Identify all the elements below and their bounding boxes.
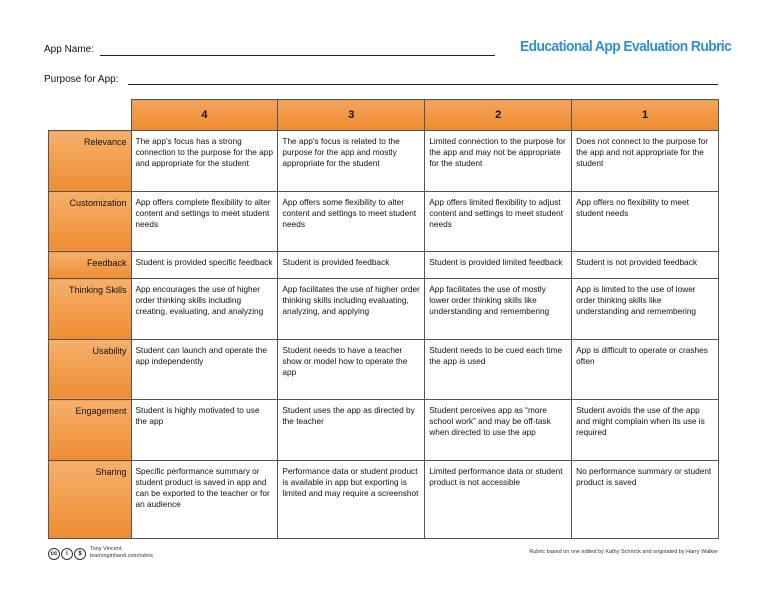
row-sharing	[49, 461, 719, 539]
row-customization	[49, 191, 719, 252]
cell-engagement-4: Student is highly motivated to use the app	[131, 400, 278, 461]
cell-sharing-4: Specific performance summary or student product is saved in app and can be exported to the teacher or for an audience	[131, 461, 278, 539]
cell-feedback-2: Student is provided limited feedback	[425, 252, 572, 279]
app-name-line[interactable]	[100, 55, 495, 56]
row-engagement	[49, 400, 719, 461]
category-customization: Customization	[49, 191, 132, 252]
cell-customization-2: App offers limited flexibility to adjust content and settings to meet student needs	[425, 191, 572, 252]
cell-sharing-1: No performance summary or student product is saved	[572, 461, 719, 539]
cc-icon: cc	[48, 548, 60, 560]
corner-cell	[49, 100, 132, 131]
score-4: 4	[131, 100, 278, 131]
purpose-line[interactable]	[128, 84, 718, 85]
purpose-label: Purpose for App:	[44, 74, 119, 85]
category-engagement: Engagement	[49, 400, 132, 461]
score-1: 1	[572, 100, 719, 131]
cell-feedback-1: Student is not provided feedback	[572, 252, 719, 279]
row-usability	[49, 339, 719, 400]
row-thinking-skills	[49, 279, 719, 340]
cc-license-badge	[48, 548, 86, 560]
category-sharing: Sharing	[49, 461, 132, 539]
category-relevance: Relevance	[49, 131, 132, 192]
category-thinking-skills: Thinking Skills	[49, 279, 132, 340]
cell-sharing-2: Limited performance data or student product is not accessible	[425, 461, 572, 539]
app-name-label: App Name:	[44, 44, 95, 55]
cell-feedback-3: Student is provided feedback	[278, 252, 425, 279]
score-2: 2	[425, 100, 572, 131]
author-name: Tony Vincent	[90, 546, 122, 552]
noncommercial-icon: $	[74, 548, 86, 560]
author-url[interactable]: learninginhand.com/rubric	[90, 553, 154, 559]
cell-thinking-skills-4: App encourages the use of higher order thinking skills including creating, evaluating, and analyzing	[131, 279, 278, 340]
row-relevance	[49, 131, 719, 192]
row-feedback	[49, 252, 719, 279]
score-header-row	[49, 100, 719, 131]
cell-customization-1: App offers no flexibility to meet student needs	[572, 191, 719, 252]
attribution-icon: i	[61, 548, 73, 560]
cell-relevance-3: The app's focus is related to the purpose for the app and mostly appropriate for the student	[278, 131, 425, 192]
rubric-table	[48, 99, 719, 539]
cell-thinking-skills-2: App facilitates the use of mostly lower order thinking skills like understanding and remembering	[425, 279, 572, 340]
cell-relevance-4: The app's focus has a strong connection to the purpose for the app and appropriate for the student	[131, 131, 278, 192]
cell-usability-4: Student can launch and operate the app independently	[131, 339, 278, 400]
category-usability: Usability	[49, 339, 132, 400]
footer-author-block	[90, 546, 153, 560]
cell-customization-4: App offers complete flexibility to alter content and settings to meet student needs	[131, 191, 278, 252]
cell-thinking-skills-1: App is limited to the use of lower order thinking skills like understanding and remembering	[572, 279, 719, 340]
score-3: 3	[278, 100, 425, 131]
cell-usability-1: App is difficult to operate or crashes often	[572, 339, 719, 400]
cell-thinking-skills-3: App facilitates the use of higher order thinking skills including evaluating, analyzing, and applying	[278, 279, 425, 340]
cell-engagement-3: Student uses the app as directed by the teacher	[278, 400, 425, 461]
rubric-title: Educational App Evaluation Rubric	[520, 38, 732, 55]
cell-engagement-2: Student perceives app as “more school work” and may be off-task when directed to use the app	[425, 400, 572, 461]
cell-usability-2: Student needs to be cued each time the app is used	[425, 339, 572, 400]
cell-relevance-2: Limited connection to the purpose for the app and may not be appropriate for the student	[425, 131, 572, 192]
cell-customization-3: App offers some flexibility to alter content and settings to meet student needs	[278, 191, 425, 252]
cell-engagement-1: Student avoids the use of the app and might complain when its use is required	[572, 400, 719, 461]
cell-relevance-1: Does not connect to the purpose for the app and not appropriate for the student	[572, 131, 719, 192]
cell-feedback-4: Student is provided specific feedback	[131, 252, 278, 279]
rubric-credit: Rubric based on one edited by Kathy Schrock and originated by Harry Walker	[529, 549, 718, 555]
cell-sharing-3: Performance data or student product is available in app but exporting is limited and may require a screenshot	[278, 461, 425, 539]
category-feedback: Feedback	[49, 252, 132, 279]
cell-usability-3: Student needs to have a teacher show or model how to operate the app	[278, 339, 425, 400]
